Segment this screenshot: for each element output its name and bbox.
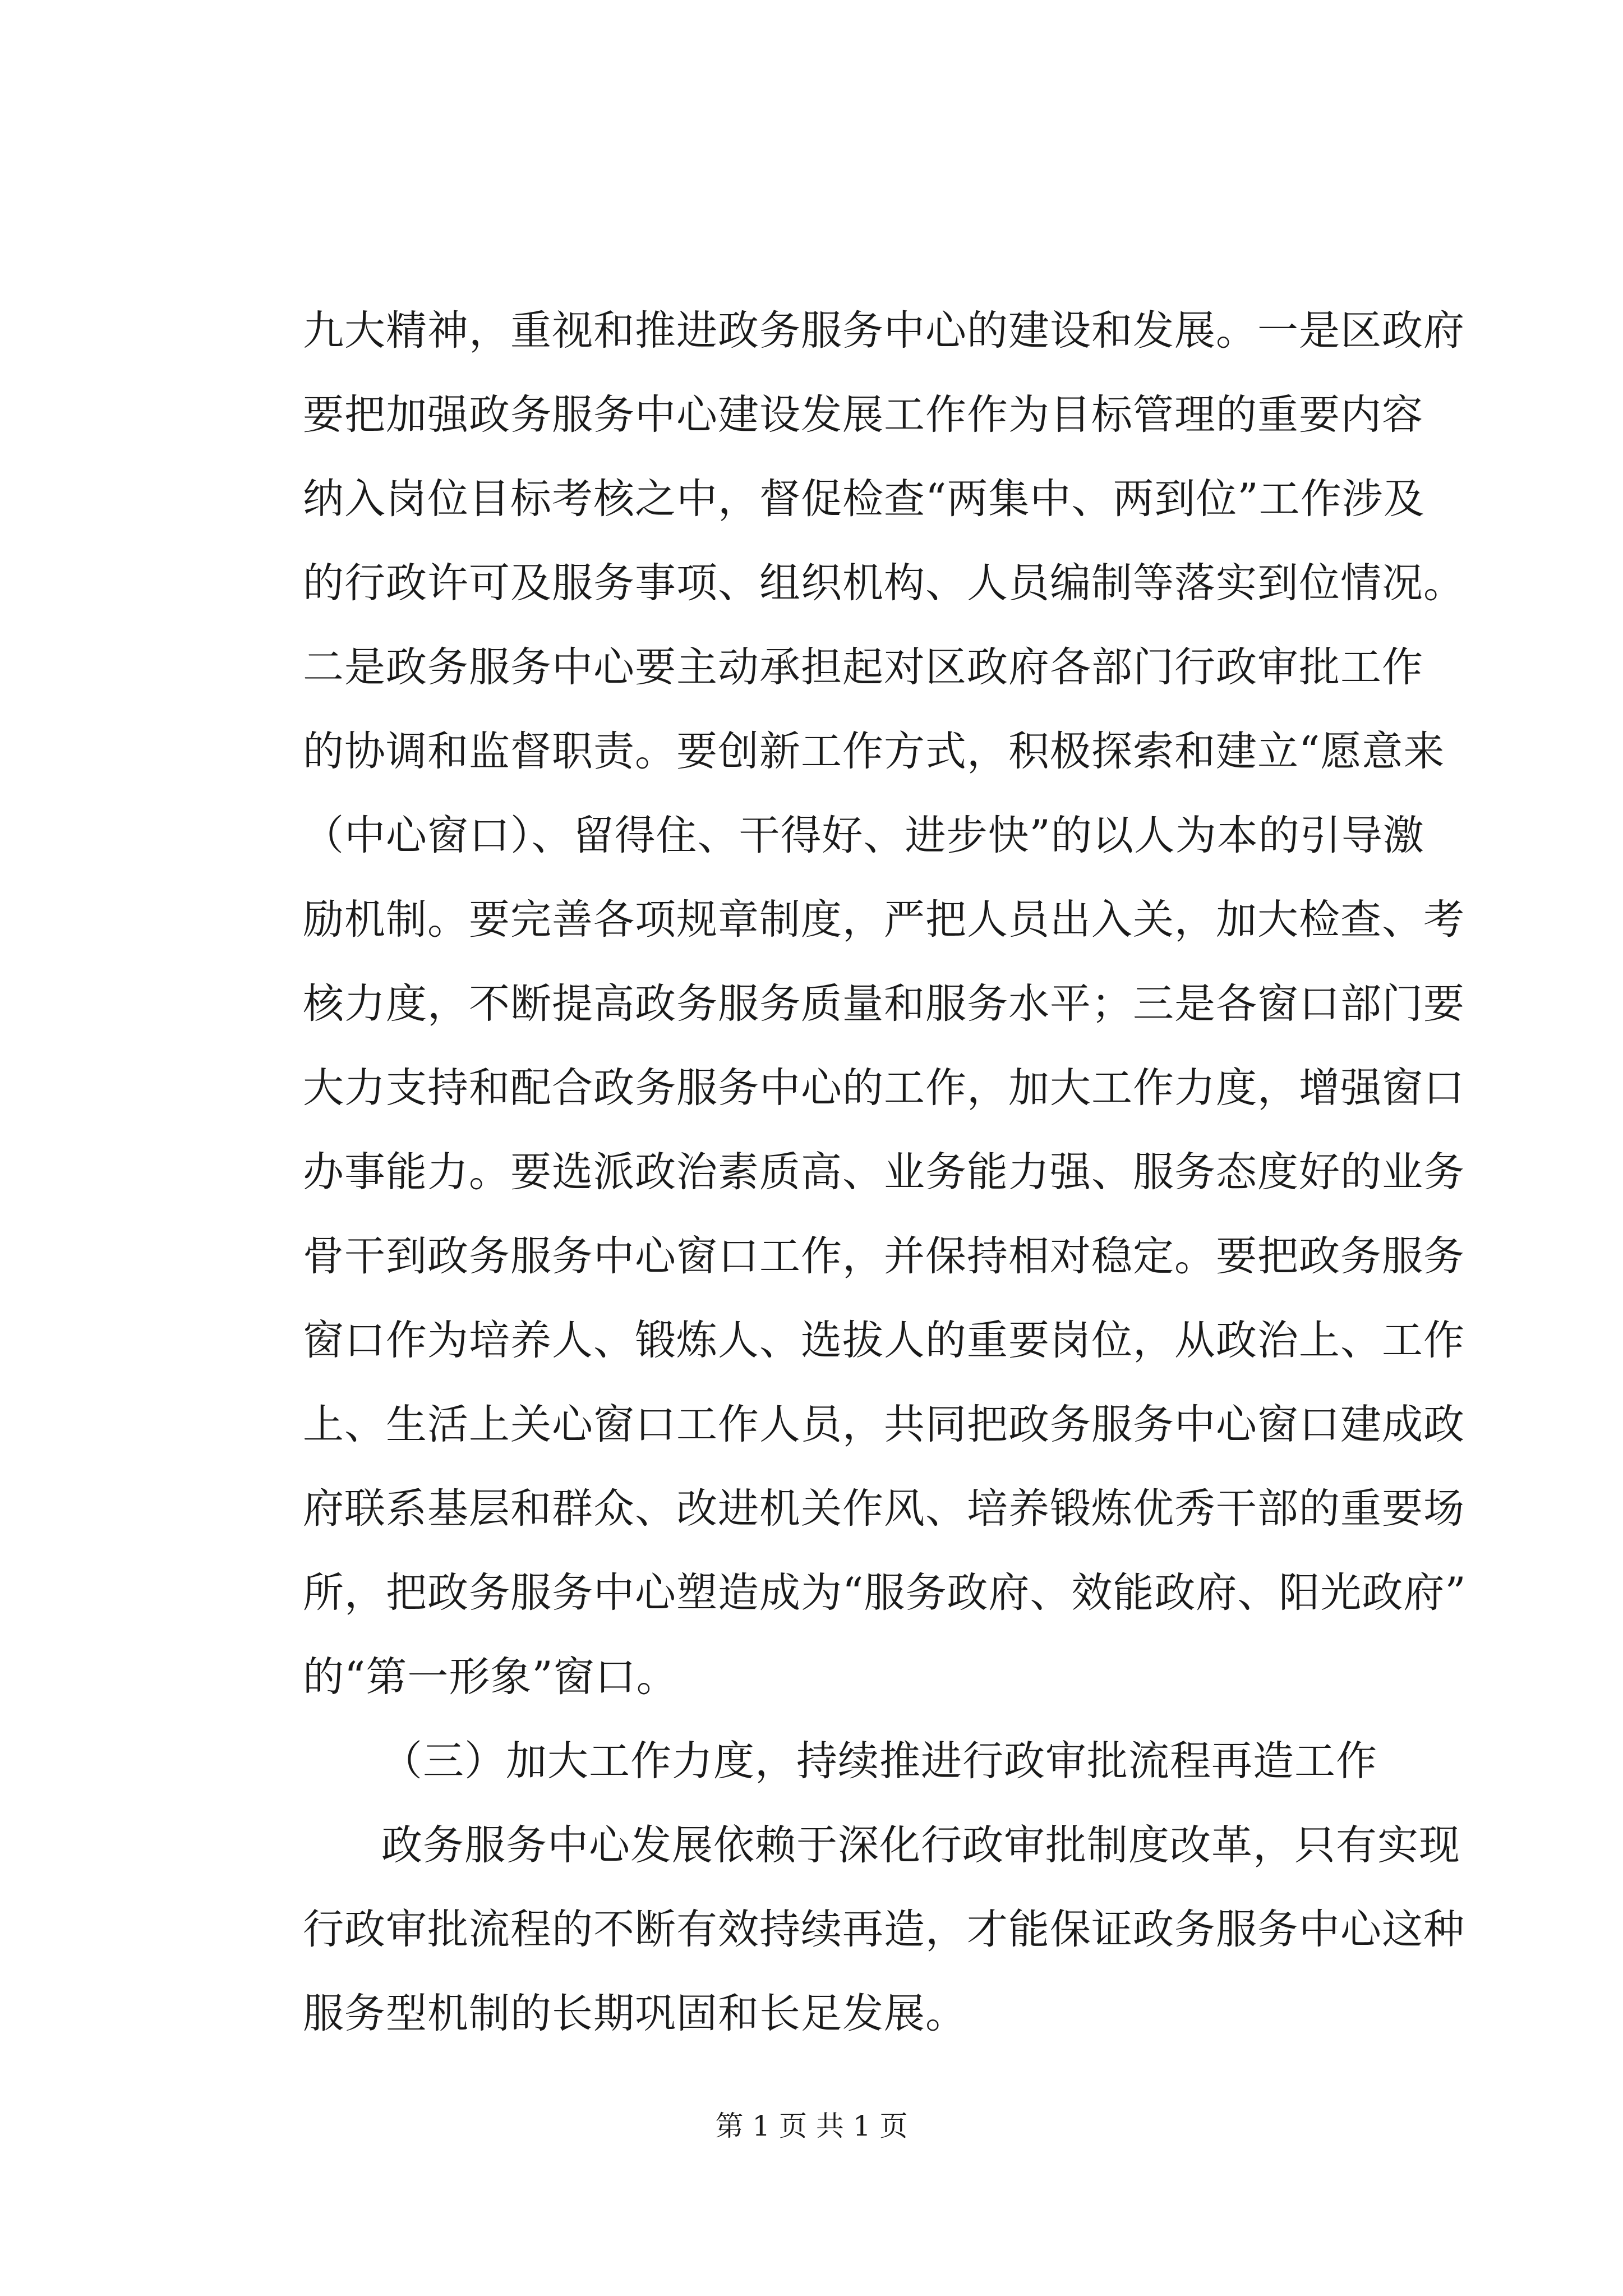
text-line: 励机制。要完善各项规章制度，严把人员出入关，加大检查、考 [303, 896, 1465, 944]
section-heading: （三）加大工作力度，持续推进行政审批流程再造工作 [381, 1737, 1377, 1785]
text-line: 的行政许可及服务事项、组织机构、人员编制等落实到位情况。 [303, 559, 1465, 607]
text-line: 所，把政务服务中心塑造成为“服务政府、效能政府、阳光政府” [303, 1569, 1467, 1617]
text-line: 窗口作为培养人、锻炼人、选拔人的重要岗位，从政治上、工作 [303, 1317, 1465, 1364]
paragraph-first-line: 政务服务中心发展依赖于深化行政审批制度改革，只有实现 [381, 1821, 1460, 1869]
text-line: 二是政务服务中心要主动承担起对区政府各部门行政审批工作 [303, 643, 1423, 691]
page-footer [0, 2106, 1623, 2146]
text-line: 行政审批流程的不断有效持续再造，才能保证政务服务中心这种 [303, 1906, 1465, 1953]
text-line: 府联系基层和群众、改进机关作风、培养锻炼优秀干部的重要场 [303, 1485, 1465, 1533]
text-line: 要把加强政务服务中心建设发展工作作为目标管理的重要内容 [303, 391, 1423, 439]
text-line: 纳入岗位目标考核之中，督促检查“两集中、两到位”工作涉及 [303, 475, 1425, 523]
text-line: 九大精神，重视和推进政务服务中心的建设和发展。一是区政府 [303, 307, 1465, 355]
text-line: 上、生活上关心窗口工作人员，共同把政务服务中心窗口建成政 [303, 1401, 1465, 1448]
text-line: 服务型机制的长期巩固和长足发展。 [303, 1990, 967, 2037]
text-line: （中心窗口）、留得住、干得好、进步快”的以人为本的引导激 [303, 812, 1424, 859]
text-line: 核力度，不断提高政务服务质量和服务水平；三是各窗口部门要 [303, 980, 1465, 1028]
document-body [303, 289, 1467, 2056]
page-number-label: 第 1 页 共 1 页 [715, 2110, 908, 2142]
text-line: 大力支持和配合政务服务中心的工作，加大工作力度，增强窗口 [303, 1064, 1465, 1112]
text-line: 的协调和监督职责。要创新工作方式，积极探索和建立“愿意来 [303, 728, 1445, 775]
text-line: 的“第一形象”窗口。 [303, 1653, 678, 1701]
text-line: 办事能力。要选派政治素质高、业务能力强、服务态度好的业务 [303, 1148, 1465, 1196]
text-line: 骨干到政务服务中心窗口工作，并保持相对稳定。要把政务服务 [303, 1232, 1465, 1280]
